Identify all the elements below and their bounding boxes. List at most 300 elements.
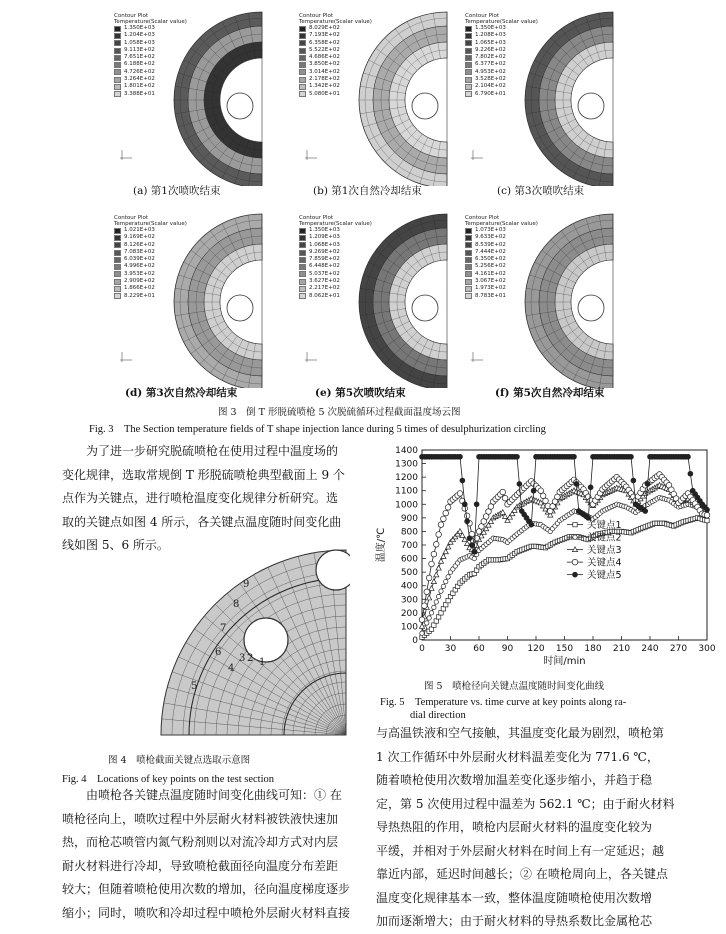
data-point: [467, 536, 472, 541]
legend-value: 5.256E+02: [475, 263, 506, 270]
legend-swatch: [114, 228, 121, 234]
y-tick-label: 800: [400, 527, 418, 538]
legend-row: [114, 91, 187, 98]
legend-row: [465, 47, 538, 54]
legend-value: 1.068E+03: [309, 241, 340, 248]
legend-value: 5.522E+02: [309, 46, 340, 53]
legend-value: 8.062E+01: [309, 292, 340, 299]
legend-value: 4.686E+02: [309, 54, 340, 61]
analysis-right-line: 1 次工作循环中外层耐火材料温差变化为 771.6 ℃，: [376, 749, 659, 764]
paragraph-analysis-right: [376, 722, 710, 934]
legend-row: [299, 285, 372, 292]
legend-row: [299, 25, 372, 32]
legend-row: [465, 69, 538, 76]
panel-caption-f: (f) 第5次自然冷却结束: [495, 387, 605, 399]
data-point: [464, 513, 470, 519]
legend-swatch: [299, 40, 306, 46]
legend-row: [114, 278, 187, 285]
legend-row: [299, 32, 372, 39]
legend-row: [114, 293, 187, 300]
legend-swatch: [465, 26, 472, 32]
legend-swatch: [299, 228, 306, 234]
legend-row: [299, 242, 372, 249]
legend-row: [114, 61, 187, 68]
legend-swatch: [114, 69, 121, 75]
legend-row: [114, 69, 187, 76]
key-point-label: 1: [259, 657, 266, 668]
y-tick-label: 600: [400, 554, 418, 565]
legend-title: Contour Plot: [299, 215, 334, 221]
data-point: [543, 498, 549, 504]
panel-caption-c: (c) 第3次喷吹结束: [497, 185, 585, 197]
figure-5-caption-en-line2: dial direction: [410, 710, 466, 721]
legend-swatch: [299, 48, 306, 54]
data-point: [427, 616, 431, 620]
legend-swatch: [114, 84, 121, 90]
data-point: [429, 611, 433, 615]
legend-value: 7.193E+02: [309, 32, 340, 39]
legend-row: [114, 54, 187, 61]
y-tick-label: 1400: [395, 446, 418, 456]
legend-row: [465, 54, 538, 61]
data-point: [502, 495, 508, 501]
figure-3-caption-en: Fig. 3 The Section temperature fields of T shape injection lance during 5 times of desulphurization circling: [89, 424, 546, 435]
contour-panel-c: [463, 8, 695, 186]
data-point: [441, 554, 446, 559]
legend-label: 关键点4: [587, 557, 622, 569]
contour-legend: [465, 13, 538, 98]
legend-marker: [573, 572, 578, 577]
data-point: [444, 579, 448, 583]
data-point: [500, 489, 506, 495]
intro-line: 线如图 5、6 所示。: [62, 538, 169, 552]
data-point: [645, 481, 650, 486]
legend-row: [465, 285, 538, 292]
y-tick-label: 300: [400, 595, 418, 606]
legend-title: Contour Plot: [114, 13, 149, 19]
legend-swatch: [114, 242, 121, 248]
legend-row: [299, 69, 372, 76]
legend-label: 关键点2: [587, 532, 622, 544]
legend-value: 3.850E+02: [309, 61, 340, 68]
legend-swatch: [299, 257, 306, 263]
legend-swatch: [465, 40, 472, 46]
intro-line: 点作为关键点，进行喷枪温度变化规律分析研究。选: [62, 491, 339, 505]
legend-value: 3.014E+02: [309, 68, 340, 75]
legend-row: [114, 32, 187, 39]
legend-swatch: [299, 26, 306, 32]
legend-row: [465, 227, 538, 234]
legend-row: [465, 278, 538, 285]
legend-swatch: [299, 293, 306, 299]
data-point: [427, 595, 432, 600]
data-point: [704, 512, 710, 518]
legend-value: 1.866E+02: [124, 285, 155, 292]
x-tick-label: 60: [473, 644, 485, 654]
legend-row: [114, 256, 187, 263]
data-point: [460, 478, 465, 483]
legend-title: Contour Plot: [299, 13, 334, 19]
legend-swatch: [465, 55, 472, 61]
legend-value: 9.269E+02: [309, 248, 340, 255]
x-axis-label: 时间/min: [543, 656, 586, 667]
data-point: [705, 507, 710, 512]
legend-value: 1.058E+03: [124, 39, 155, 46]
legend-value: 5.080E+01: [309, 90, 340, 97]
data-point: [429, 586, 434, 591]
legend-swatch: [299, 33, 306, 39]
legend-value: 3.627E+02: [309, 278, 340, 285]
legend-swatch: [465, 279, 472, 285]
legend-title: Contour Plot: [465, 215, 500, 221]
data-point: [436, 594, 440, 598]
x-tick-label: 0: [419, 644, 425, 654]
panel-caption-e: (e) 第5次喷吹结束: [315, 387, 406, 399]
key-point-label: 6: [215, 647, 222, 658]
legend-row: [465, 25, 538, 32]
legend-swatch: [114, 279, 121, 285]
legend-swatch: [299, 279, 306, 285]
legend-swatch: [114, 33, 121, 39]
legend-value: 4.953E+02: [475, 68, 506, 75]
data-point: [426, 575, 432, 581]
legend-swatch: [299, 91, 306, 97]
legend-value: 8.783E+01: [475, 292, 506, 299]
data-point: [446, 544, 451, 549]
legend-swatch: [114, 48, 121, 54]
y-tick-label: 1100: [395, 486, 418, 497]
data-point: [438, 522, 444, 528]
legend-swatch: [299, 250, 306, 256]
y-tick-label: 900: [400, 513, 418, 524]
legend-row: [465, 271, 538, 278]
legend-swatch: [299, 55, 306, 61]
legend-title: Contour Plot: [465, 13, 500, 19]
data-point: [462, 502, 467, 507]
legend-row: [465, 249, 538, 256]
data-point: [469, 543, 474, 548]
legend-value: 7.083E+02: [124, 248, 155, 255]
legend-marker: [573, 522, 577, 526]
data-point: [574, 481, 579, 486]
data-point: [705, 518, 709, 522]
legend-row: [114, 83, 187, 90]
x-tick-label: 30: [444, 644, 457, 654]
y-tick-label: 500: [400, 568, 418, 579]
legend-value: 1.801E+02: [124, 83, 155, 90]
legend-swatch: [299, 62, 306, 68]
legend-row: [114, 263, 187, 270]
legend-swatch: [114, 26, 121, 32]
legend-value: 7.859E+02: [309, 256, 340, 263]
data-point: [432, 605, 436, 609]
legend-swatch: [114, 250, 121, 256]
legend-swatch: [114, 40, 121, 46]
data-point: [472, 549, 477, 554]
contour-legend: [114, 215, 187, 300]
data-point: [631, 478, 636, 483]
legend-value: 9.169E+02: [124, 234, 155, 241]
legend-value: 6.039E+02: [124, 256, 155, 263]
figure-4-caption-cn: 图 4 喷枪截面关键点选取示意图: [108, 755, 251, 766]
figure-5-caption-en-line1: Fig. 5 Temperature vs. time curve at key points along ra-: [380, 697, 627, 708]
analysis-right-line: 导热热阻的作用，喷枪内层耐火材料的温度变化较为: [376, 820, 653, 834]
data-point: [531, 488, 536, 493]
legend-value: 9.113E+02: [124, 46, 155, 53]
legend-row: [299, 83, 372, 90]
legend-value: 3.388E+01: [124, 90, 155, 97]
section-mesh-image: [150, 535, 350, 740]
analysis-left-line: 耐火材料进行冷却，导致喷枪截面径向温度分布差距: [62, 858, 339, 873]
data-point: [445, 505, 451, 511]
key-point-label: 3: [239, 653, 246, 664]
legend-swatch: [465, 235, 472, 241]
y-tick-label: 700: [400, 541, 418, 551]
legend-value: 1.350E+03: [475, 25, 506, 31]
data-point: [431, 579, 436, 584]
data-point: [425, 621, 429, 625]
contour-legend: [299, 13, 372, 98]
legend-marker: [572, 559, 578, 565]
data-point: [457, 491, 463, 497]
data-point: [429, 561, 435, 567]
legend-swatch: [299, 271, 306, 277]
legend-row: [299, 271, 372, 278]
legend-row: [114, 234, 187, 241]
data-point: [438, 558, 443, 563]
legend-row: [465, 242, 538, 249]
key-point-label: 2: [247, 653, 254, 664]
legend-swatch: [299, 286, 306, 292]
analysis-left-line: 喷枪径向上，喷吹过程中外层耐火材料被铁液快速加: [62, 811, 339, 826]
data-point: [441, 584, 445, 588]
legend-row: [299, 76, 372, 83]
legend-swatch: [465, 91, 472, 97]
legend-value: 1.350E+03: [124, 25, 155, 31]
legend-value: 6.377E+02: [475, 61, 506, 68]
legend-row: [465, 234, 538, 241]
data-point: [420, 631, 424, 635]
legend-row: [114, 25, 187, 32]
legend-row: [465, 263, 538, 270]
data-point: [538, 488, 544, 494]
legend-value: 5.037E+02: [309, 270, 340, 277]
data-point: [431, 551, 437, 557]
legend-value: 3.528E+02: [475, 76, 506, 83]
legend-value: 1.208E+03: [475, 32, 506, 39]
data-point: [424, 589, 430, 595]
intro-line: 取的关键点如图 4 所示，各关键点温度随时间变化曲: [62, 514, 342, 529]
legend-swatch: [299, 242, 306, 248]
legend-row: [465, 61, 538, 68]
figure-4-section-diagram: [150, 535, 350, 740]
legend-value: 6.350E+02: [475, 256, 506, 263]
legend-row: [465, 40, 538, 47]
legend-value: 6.790E+01: [475, 90, 506, 97]
y-tick-label: 100: [400, 622, 418, 633]
legend-row: [114, 40, 187, 47]
legend-value: 9.633E+02: [475, 234, 506, 241]
legend-value: 9.226E+02: [475, 46, 506, 53]
data-point: [441, 516, 447, 522]
legend-swatch: [465, 264, 472, 270]
legend-value: 6.448E+02: [309, 263, 340, 270]
data-point: [443, 510, 449, 516]
legend-swatch: [299, 69, 306, 75]
y-tick-label: 1000: [395, 500, 418, 511]
data-point: [686, 454, 691, 459]
data-point: [443, 549, 448, 554]
legend-row: [299, 54, 372, 61]
legend-title: Temperature(Scalar value): [465, 19, 538, 25]
analysis-right-line: 温度变化规律基本一致，整体温度随喷枪使用次数增: [376, 890, 653, 905]
y-tick-label: 400: [400, 581, 418, 592]
figure-3-caption-cn: 图 3 倒 T 形脱硫喷枪 5 次脱硫循环过程截面温度场云图: [218, 407, 461, 418]
legend-swatch: [299, 77, 306, 83]
legend-swatch: [299, 264, 306, 270]
legend-swatch: [114, 77, 121, 83]
analysis-right-line: 定，第 5 次使用过程中温差为 562.1 ℃；由于耐火材料: [376, 796, 675, 811]
data-point: [588, 485, 593, 490]
legend-value: 3.264E+02: [124, 76, 155, 83]
legend-value: 6.358E+02: [309, 39, 340, 46]
data-point: [515, 454, 520, 459]
legend-swatch: [465, 69, 472, 75]
legend-row: [299, 40, 372, 47]
data-point: [433, 542, 439, 548]
key-point-label: 4: [228, 663, 235, 674]
legend-row: [299, 91, 372, 98]
legend-swatch: [114, 91, 121, 97]
legend-row: [114, 227, 187, 234]
legend-row: [465, 83, 538, 90]
legend-row: [299, 278, 372, 285]
legend-value: 8.029E+02: [309, 25, 340, 31]
analysis-right-line: 与高温铁液和空气接触，其温度变化最为剧烈，喷枪第: [376, 726, 665, 740]
intro-line: 变化规律，选取常规倒 T 形脱硫喷枪典型截面上 9 个: [62, 467, 345, 482]
legend-label: 关键点5: [587, 570, 622, 582]
temperature-time-chart: [370, 440, 715, 672]
legend-swatch: [465, 293, 472, 299]
legend-row: [299, 61, 372, 68]
legend-swatch: [299, 84, 306, 90]
legend-row: [465, 256, 538, 263]
data-point: [436, 532, 442, 538]
panel-caption-a: (a) 第1次喷吹结束: [133, 185, 221, 197]
legend-value: 1.342E+02: [309, 83, 340, 90]
x-tick-label: 120: [527, 644, 545, 654]
data-point: [434, 572, 439, 577]
legend-row: [299, 249, 372, 256]
x-tick-label: 90: [501, 644, 514, 654]
x-tick-label: 210: [612, 644, 631, 654]
legend-row: [465, 91, 538, 98]
legend-title: Temperature(Scalar value): [465, 221, 538, 227]
legend-row: [114, 271, 187, 278]
legend-swatch: [465, 257, 472, 263]
legend-row: [299, 227, 372, 234]
legend-value: 4.726E+02: [124, 68, 155, 75]
legend-swatch: [465, 228, 472, 234]
legend-swatch: [465, 33, 472, 39]
legend-value: 8.539E+02: [475, 241, 506, 248]
legend-value: 2.104E+02: [475, 83, 506, 90]
key-point-label: 8: [233, 599, 240, 610]
legend-row: [465, 293, 538, 300]
legend-title: Temperature(Scalar value): [114, 19, 187, 25]
data-point: [457, 529, 462, 534]
paragraph-analysis-left: [62, 784, 358, 925]
legend-row: [114, 249, 187, 256]
data-point: [436, 565, 441, 570]
key-point-label: 5: [191, 681, 198, 692]
analysis-left-line: 热，而枪芯喷管内氮气粉剂则以对流冷却方式对内层: [62, 835, 339, 849]
legend-value: 1.350E+03: [309, 227, 340, 233]
legend-value: 4.161E+02: [475, 270, 506, 277]
legend-row: [465, 32, 538, 39]
legend-row: [465, 76, 538, 83]
data-point: [688, 471, 693, 476]
x-tick-label: 270: [669, 644, 688, 654]
legend-swatch: [465, 84, 472, 90]
x-tick-label: 180: [584, 644, 602, 654]
legend-row: [114, 285, 187, 292]
data-point: [629, 454, 634, 459]
data-point: [474, 502, 479, 507]
y-tick-label: 1200: [395, 473, 418, 484]
data-point: [540, 493, 546, 499]
x-tick-label: 300: [698, 644, 715, 654]
analysis-left-line: 缩小；同时，喷吹和冷却过程中喷枪外层耐火材料直接: [62, 905, 351, 920]
legend-value: 1.073E+03: [475, 227, 506, 233]
legend-label: 关键点3: [587, 545, 622, 557]
legend-value: 2.178E+02: [309, 76, 340, 83]
y-axis-label: 温度/℃: [376, 527, 387, 563]
contour-legend: [114, 13, 187, 98]
legend-swatch: [114, 235, 121, 241]
legend-value: 1.204E+03: [124, 32, 155, 39]
data-point: [472, 556, 476, 560]
legend-value: 8.229E+01: [124, 292, 155, 299]
legend-swatch: [299, 235, 306, 241]
contour-legend: [465, 215, 538, 300]
x-tick-label: 240: [641, 644, 659, 654]
data-point: [434, 600, 438, 604]
legend-title: Temperature(Scalar value): [299, 19, 372, 25]
data-point: [465, 519, 470, 524]
legend-label: 关键点1: [587, 520, 622, 532]
analysis-right-line: 加而逐渐增大；由于耐火材料的导热系数比金属枪芯: [376, 914, 653, 928]
legend-title: Temperature(Scalar value): [299, 221, 372, 227]
legend-value: 7.802E+02: [475, 54, 506, 61]
legend-value: 3.067E+02: [475, 278, 506, 285]
figure-5-caption-cn: 图 5 喷枪径向关键点温度随时间变化曲线: [424, 681, 605, 692]
data-point: [517, 481, 522, 486]
legend-value: 3.953E+02: [124, 270, 155, 277]
legend-swatch: [114, 271, 121, 277]
legend-marker: [573, 535, 577, 539]
data-point: [439, 589, 443, 593]
data-point: [446, 575, 450, 579]
legend-swatch: [114, 264, 121, 270]
data-point: [529, 522, 534, 527]
analysis-right-line: 平缓，并相对于外层耐火材料在时间上有一定延迟；越: [376, 843, 665, 858]
data-point: [458, 454, 463, 459]
intro-line: 为了进一步研究脱硫喷枪在使用过程中温度场的: [86, 444, 339, 458]
analysis-left-line: 较大；但随着喷枪使用次数的增加，径向温度梯度逐步: [62, 882, 351, 896]
contour-legend: [299, 215, 372, 300]
legend-value: 8.126E+02: [124, 241, 155, 248]
